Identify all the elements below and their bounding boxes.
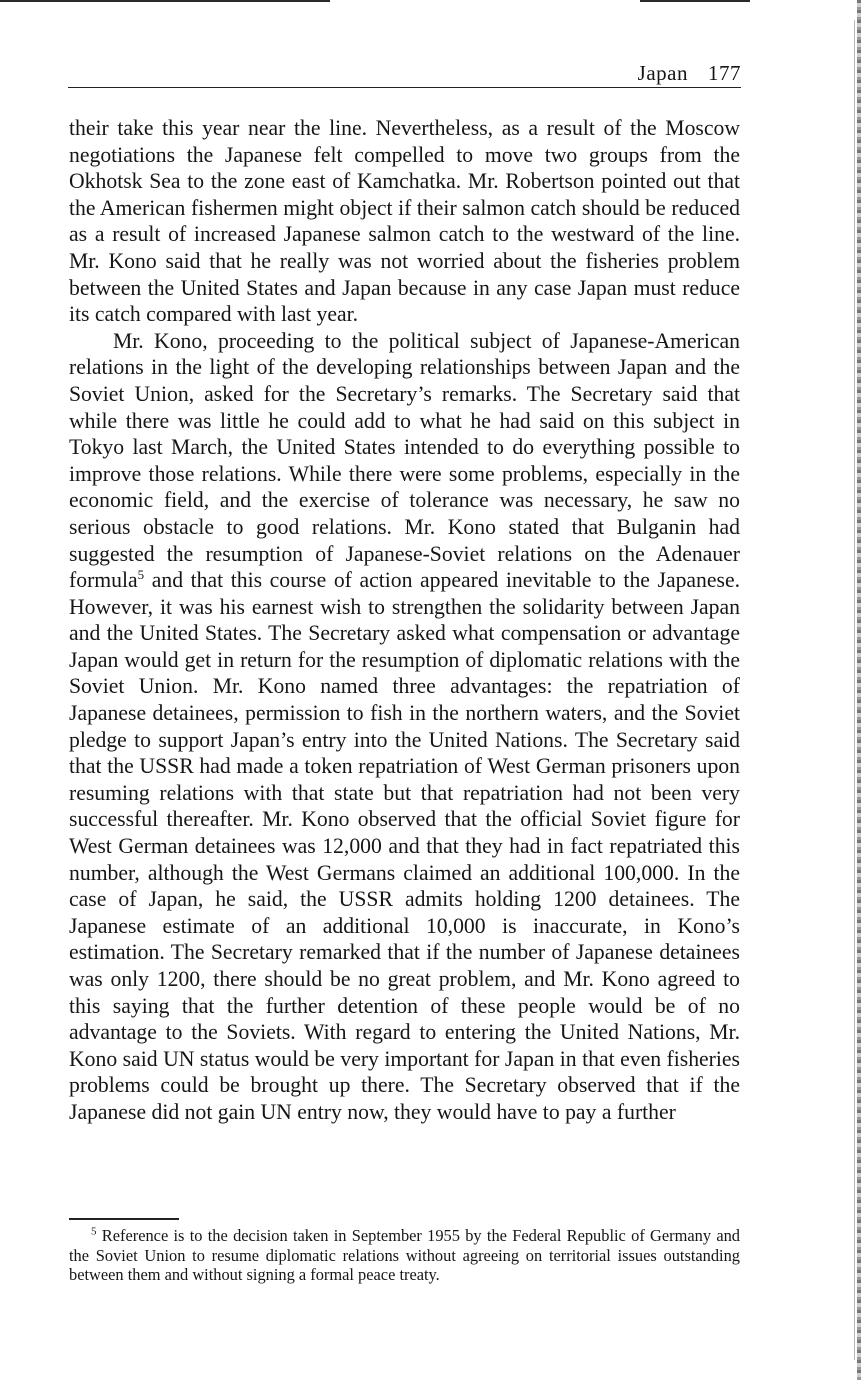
scan-edge-right (857, 0, 861, 1380)
paragraph-2-part-2: and that this course of action appeared inevitable to the Japanese. However, it was his earnest wish to strengthen the solidarity between Japan and the United States. The Secretary asked what compensation or advantage Japan would get in return for the resumption of diplomatic relations with the Soviet Union. Mr. Kono named three advantages: the repatriation of Japanese detainees, permission to fish in the northern waters, and the Soviet pledge to support Japan’s entry into the United Nations. The Secretary said that the USSR had made a token repatriation of West German prisoners upon resuming relations with that state but that repatriation had not been very successful thereafter. Mr. Kono observed that the official Soviet figure for West German detainees was 12,000 and that they had in fact repatriated this number, although the West Germans claimed an additional 100,000. In the case of Japan, he said, the USSR admits holding 1200 detainees. The Japanese estimate of an additional 10,000 is inaccurate, in Kono’s estimation. The Secretary remarked that if the number of Japanese detainees was only 1200, there should be no great problem, and Mr. Kono agreed to this saying that the further detention of these people would be of no advantage to the Soviets. With regard to entering the United Nations, Mr. Kono said UN status would be very important for Japan in that even fisheries problems could be brought up there. The Secretary observed that if the Japanese did not gain UN entry now, they would have to pay a further (69, 568, 740, 1124)
body-text (69, 115, 740, 1126)
footnote-rule (69, 1218, 179, 1220)
page-number: 177 (708, 61, 741, 85)
scan-border-top-right (640, 0, 750, 2)
footnote (69, 1226, 740, 1285)
footnote-reference: 5 (137, 566, 145, 582)
footnote-text: Reference is to the decision taken in September 1955 by the Federal Republic of Germany and the Soviet Union to resume diplomatic relations without agreeing on territorial issues outstanding between them and without signing a formal peace treaty. (69, 1226, 740, 1284)
paragraph-2 (69, 328, 740, 1126)
running-head-title: Japan (637, 61, 688, 85)
paragraph-1: their take this year near the line. Nevertheless, as a result of the Moscow negotiations the Japanese felt compelled to move two groups from the Okhotsk Sea to the zone east of Kamchatka. Mr. Robertson pointed out that the American fishermen might object if their salmon catch should be reduced as a result of increased Japanese salmon catch to the westward of the line. Mr. Kono said that he really was not worried about the fisheries problem between the United States and Japan because in any case Japan must reduce its catch compared with last year. (69, 116, 740, 327)
footnote-number: 5 (91, 1225, 97, 1238)
paragraph-2-part-1: Mr. Kono, proceeding to the political subject of Japanese-American relations in the light of the developing relationships between Japan and the Soviet Union, asked for the Secretary’s remarks. The Secretary said that while there was little he could add to what he had said on this subject in Tokyo last March, the United States intended to do everything possible to improve those relations. While there were some problems, especially in the economic field, and the exercise of tolerance was necessary, he saw no serious obstacle to good relations. Mr. Kono stated that Bulganin had suggested the resumption of Japanese-Soviet relations on the Adenauer formula (69, 328, 740, 593)
scan-edge-line (854, 20, 855, 1360)
scan-border-top-left (0, 0, 330, 2)
running-head (68, 59, 741, 88)
